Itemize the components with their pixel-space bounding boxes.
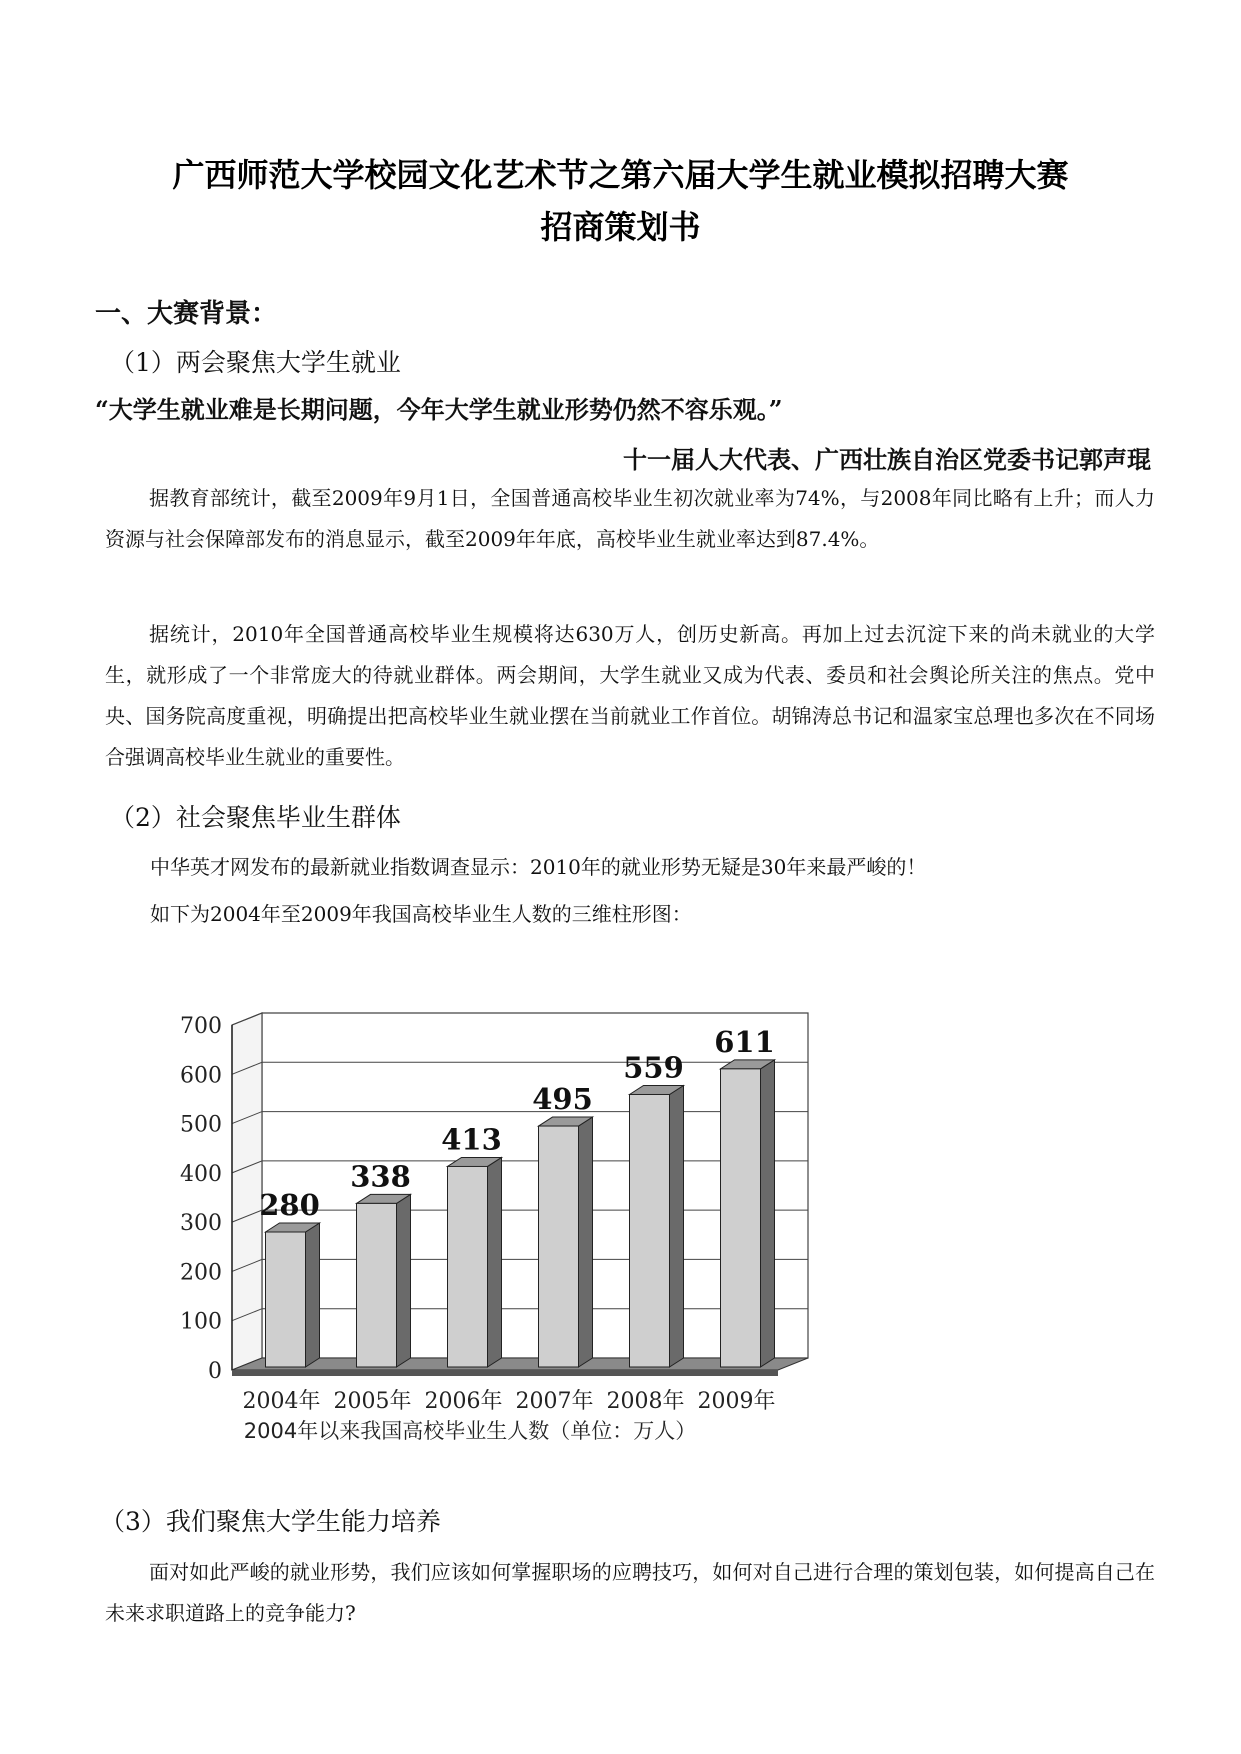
quote-attribution: 十一届人大代表、广西壮族自治区党委书记郭声琨: [623, 445, 1151, 474]
bar-front: [630, 1094, 670, 1367]
bar: [357, 1194, 411, 1367]
y-tick-label: 300: [180, 1211, 222, 1237]
document-subtitle: 招商策划书: [540, 208, 701, 246]
bar: [539, 1117, 593, 1367]
bar-front: [721, 1069, 761, 1367]
bar-side: [397, 1194, 411, 1367]
graduates-bar-chart: [150, 985, 930, 1455]
y-tick-label: 500: [180, 1112, 222, 1138]
bar-value-label: 559: [623, 1050, 684, 1085]
chart-intro-line: 如下为2004年至2009年我国高校毕业生人数的三维柱形图：: [150, 902, 692, 926]
y-tick-label: 600: [180, 1063, 222, 1089]
x-tick-label: 2005年: [333, 1389, 412, 1414]
chart-caption: 2004年以来我国高校毕业生人数（单位：万人）: [243, 1419, 697, 1443]
bar-front: [448, 1166, 488, 1367]
chart-floor-edge: [232, 1370, 778, 1376]
paragraph-graduate-scale: 据统计，2010年全国普通高校毕业生规模将达630万人，创历史新高。再加上过去沉淀下来的尚未就业的大学生，就形成了一个非常庞大的待就业群体。两会期间，大学生就业又成为代表、委员和社会舆论所关注的焦点。党中央、国务院高度重视，明确提出把高校毕业生就业摆在当前就业工作首位。胡锦涛总书记和温家宝总理也多次在不同场合强调高校毕业生就业的重要性。: [105, 622, 1155, 769]
bar-value-label: 413: [441, 1122, 502, 1157]
x-tick-label: 2007年: [515, 1389, 594, 1414]
chart-side-wall: [232, 1013, 262, 1370]
y-tick-label: 100: [180, 1309, 222, 1335]
bar-side: [670, 1085, 684, 1367]
bar-value-label: 338: [350, 1159, 411, 1194]
section-heading-background: 一、大赛背景：: [95, 299, 278, 329]
subsection-heading-3: （3）我们聚焦大学生能力培养: [100, 1507, 441, 1536]
bar-side: [579, 1117, 593, 1367]
employment-index-line: 中华英才网发布的最新就业指数调查显示：2010年的就业形势无疑是30年来最严峻的！: [150, 855, 927, 879]
subsection-heading-1: （1）两会聚焦大学生就业: [110, 348, 401, 377]
bar: [630, 1085, 684, 1367]
y-tick-label: 700: [180, 1014, 222, 1039]
x-tick-label: 2004年: [242, 1389, 321, 1414]
bar-side: [761, 1060, 775, 1367]
bar-side: [306, 1223, 320, 1367]
bar-value-label: 280: [259, 1188, 320, 1222]
y-tick-label: 200: [180, 1260, 222, 1286]
bar-value-label: 495: [532, 1082, 593, 1117]
document-title: 广西师范大学校园文化艺术节之第六届大学生就业模拟招聘大赛: [172, 156, 1069, 194]
subsection-heading-2: （2）社会聚焦毕业生群体: [110, 803, 401, 832]
y-tick-label: 0: [208, 1359, 222, 1384]
bar: [448, 1157, 502, 1367]
bar-front: [539, 1126, 579, 1367]
x-tick-label: 2006年: [424, 1389, 503, 1414]
x-tick-label: 2009年: [697, 1389, 776, 1414]
paragraph-ability-training: 面对如此严峻的就业形势，我们应该如何掌握职场的应聘技巧，如何对自己进行合理的策划包装，如何提高自己在未来求职道路上的竞争能力?: [105, 1560, 1155, 1625]
bar-value-label: 611: [714, 1024, 775, 1059]
y-tick-label: 400: [180, 1161, 222, 1187]
bar: [721, 1060, 775, 1367]
bar: [266, 1223, 320, 1367]
bar-side: [488, 1157, 502, 1367]
bar-front: [266, 1232, 306, 1367]
pull-quote: “大学生就业难是长期问题，今年大学生就业形势仍然不容乐观。”: [95, 395, 783, 424]
bar-front: [357, 1203, 397, 1367]
paragraph-employment-stats: 据教育部统计，截至2009年9月1日，全国普通高校毕业生初次就业率为74%，与2008年同比略有上升；而人力资源与社会保障部发布的消息显示，截至2009年年底，高校毕业生就业率达到87.4%。: [105, 486, 1155, 551]
x-tick-label: 2008年: [606, 1389, 685, 1414]
